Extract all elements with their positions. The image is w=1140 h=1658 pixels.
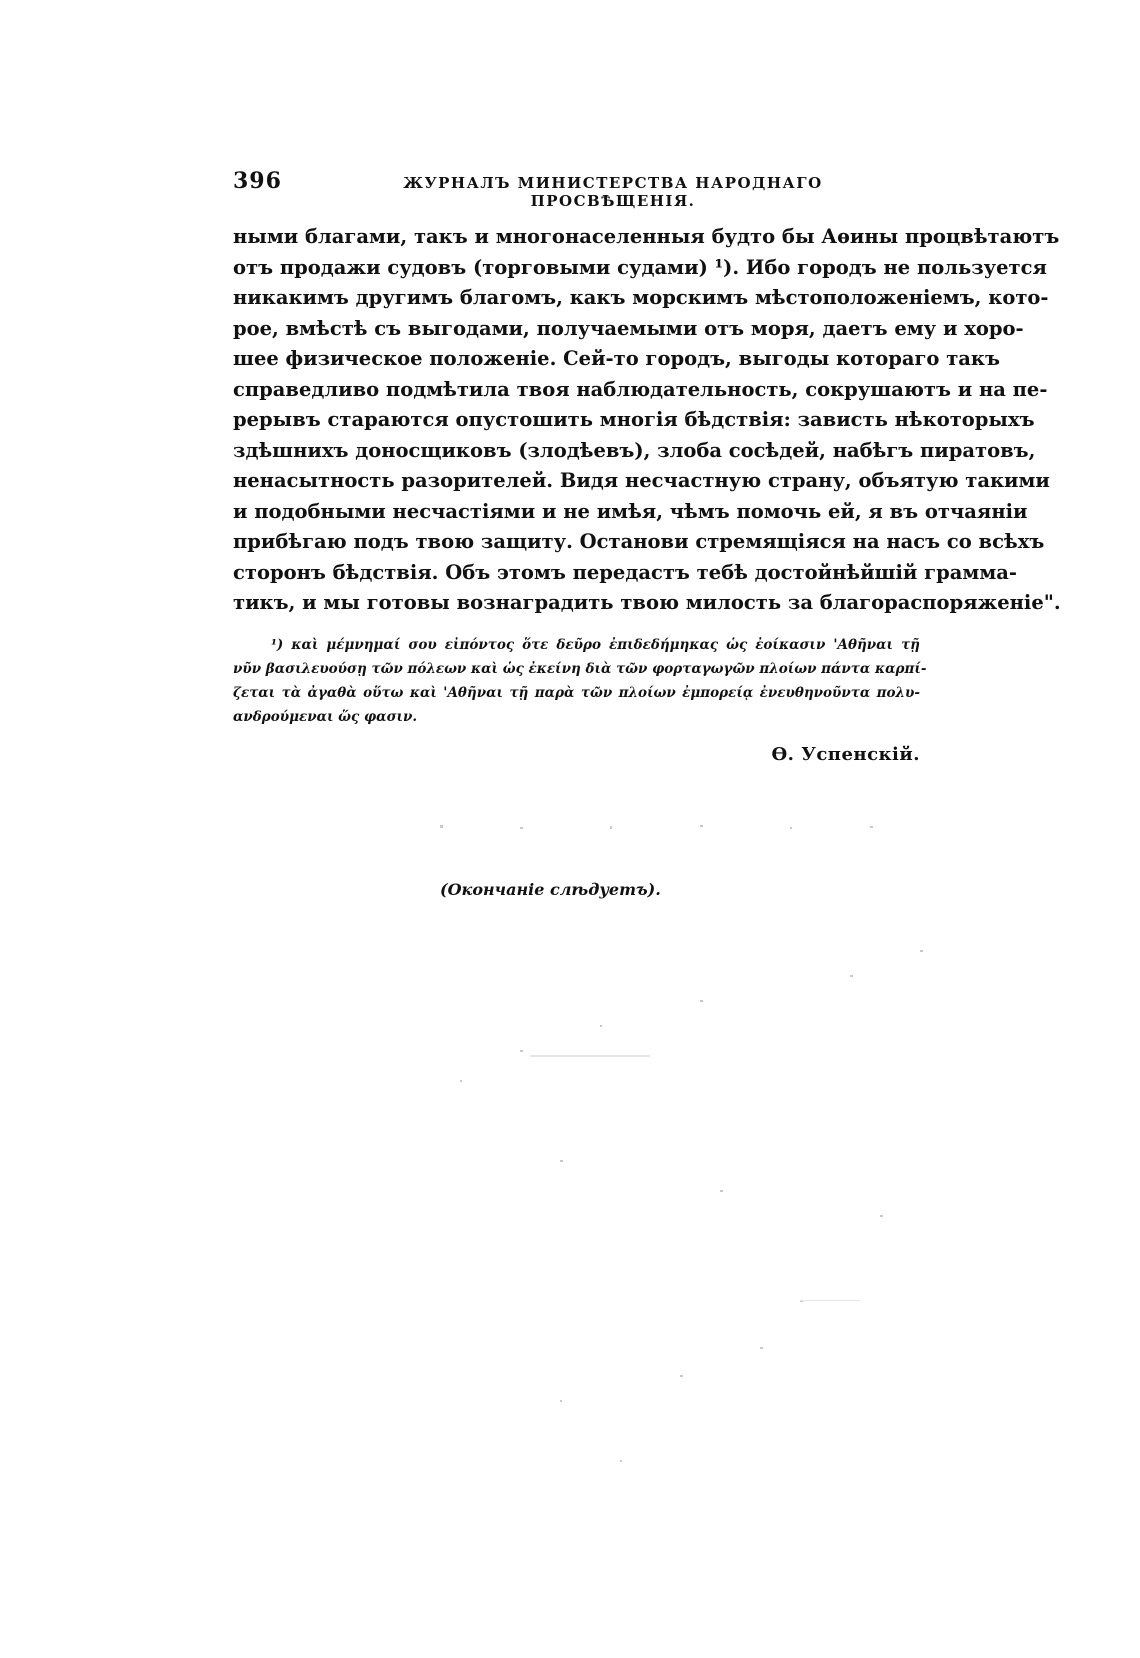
- footnote: [233, 633, 927, 729]
- footnote-line: ¹) καὶ μέμνημαί σου εἰπόντος ὅτε δεῦρο ἐπιδεδήμηκας ὡς ἐοίκασιν 'Αθῆναι τῇ: [271, 637, 920, 653]
- running-title: ЖУРНАЛЪ МИНИСТЕРСТВА НАРОДНАГО ПРОСВѢЩЕНІЯ.: [403, 174, 823, 210]
- body-line: рерывъ стараются опустошить многія бѣдствія: зависть нѣкоторыхъ: [233, 408, 1035, 431]
- page-number: 396: [233, 168, 282, 194]
- body-line: здѣшнихъ доносщиковъ (злодѣевъ), злоба сосѣдей, набѣгъ пиратовъ,: [233, 438, 1036, 462]
- continuation-note: (Окончаніе слѣдуетъ).: [440, 880, 661, 899]
- body-line: рое, вмѣстѣ съ выгодами, получаемыми отъ моря, даетъ ему и хоро-: [233, 316, 1024, 340]
- body-line: отъ продажи судовъ (торговыми судами) ¹). Ибо городъ не пользуется: [233, 255, 1047, 279]
- body-line: шее физическое положеніе. Сей-то городъ, выгоды котораго такъ: [233, 347, 1000, 370]
- body-line: тикъ, и мы готовы вознаградить твою милость за благораспоряженіе".: [233, 591, 1061, 614]
- page-header: [233, 168, 923, 210]
- body-line: и подобными несчастіями и не имѣя, чѣмъ помочь ей, я въ отчаяніи: [233, 499, 1028, 523]
- body-line: справедливо подмѣтила твоя наблюдательность, сокрушаютъ и на пе-: [233, 377, 1048, 401]
- author-signature: Ѳ. Успенскій.: [771, 744, 920, 765]
- body-line: ненасытность разорителей. Видя несчастную страну, объятую такими: [233, 469, 1050, 492]
- main-paragraph: [233, 222, 1061, 619]
- body-line: никакимъ другимъ благомъ, какъ морскимъ мѣстоположеніемъ, кото-: [233, 286, 1049, 309]
- footnote-line: ανδρούμεναι ὥς φασιν.: [233, 709, 418, 725]
- body-line: ными благами, такъ и многонаселенныя будто бы Аѳины процвѣтаютъ: [233, 225, 1060, 248]
- body-line: прибѣгаю подъ твою защиту. Останови стремящіяся на насъ со всѣхъ: [233, 530, 1045, 553]
- body-line: сторонъ бѣдствія. Объ этомъ передастъ тебѣ достойнѣйшій грамма-: [233, 560, 1017, 584]
- footnote-line: νῦν βασιλευούσῃ τῶν πόλεων καὶ ὡς ἐκείνη διὰ τῶν φορταγωγῶν πλοίων πάντα καρπί-: [233, 661, 927, 677]
- footnote-line: ζεται τὰ ἀγαθὰ οὕτω καὶ 'Αθῆναι τῇ παρὰ τῶν πλοίων ἐμπορείᾳ ἐνευθηνοῦντα πολυ-: [233, 685, 920, 701]
